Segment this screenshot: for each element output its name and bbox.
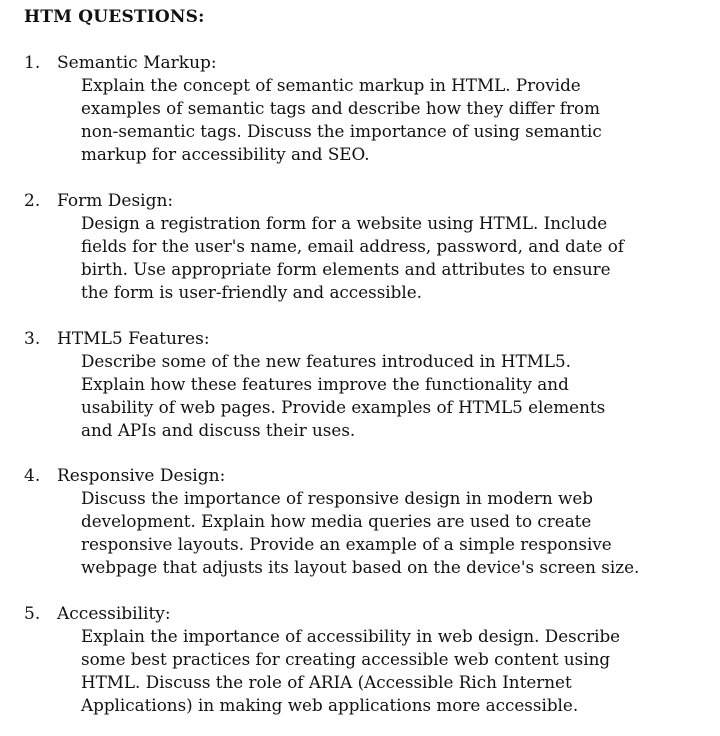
question-text-line: development. Explain how media queries are used to create: [81, 511, 592, 531]
question-title: Accessibility:: [57, 604, 171, 624]
question-heading: [24, 190, 714, 212]
question-body: [81, 74, 720, 166]
question-text-line: usability of web pages. Provide examples of HTML5 elements: [81, 397, 606, 417]
question-text-line: Explain how these features improve the functionality and: [81, 374, 569, 394]
document-title: HTM QUESTIONS:: [24, 7, 205, 27]
question-heading: [24, 52, 714, 74]
question-text-line: fields for the user's name, email address, password, and date of: [81, 236, 624, 256]
question-text-line: Explain the concept of semantic markup in HTML. Provide: [81, 75, 581, 95]
question-number: 2.: [24, 191, 41, 211]
question-text-line: birth. Use appropriate form elements and attributes to ensure: [81, 259, 611, 279]
question-title: Form Design:: [57, 191, 174, 211]
question-text-line: some best practices for creating accessible web content using: [81, 649, 611, 669]
question-text-line: HTML. Discuss the role of ARIA (Accessible Rich Internet: [81, 672, 572, 692]
question-body: [81, 350, 720, 442]
question-body: [81, 625, 720, 717]
question-text-line: markup for accessibility and SEO.: [81, 144, 370, 164]
question-text-line: Applications) in making web applications more accessible.: [81, 695, 579, 715]
question-item: [24, 190, 714, 304]
question-number: 5.: [24, 604, 41, 624]
question-text-line: Design a registration form for a website using HTML. Include: [81, 213, 608, 233]
question-title: Semantic Markup:: [57, 53, 217, 73]
question-text-line: examples of semantic tags and describe how they differ from: [81, 98, 600, 118]
question-number: 1.: [24, 53, 41, 73]
question-item: [24, 52, 714, 166]
question-text-line: Describe some of the new features introduced in HTML5.: [81, 351, 571, 371]
question-item: [24, 465, 714, 579]
question-heading: [24, 603, 714, 625]
question-text-line: Explain the importance of accessibility in web design. Describe: [81, 626, 621, 646]
question-number: 3.: [24, 329, 41, 349]
question-item: [24, 603, 714, 717]
question-text-line: responsive layouts. Provide an example of a simple responsive: [81, 534, 612, 554]
question-heading: [24, 328, 714, 350]
question-text-line: and APIs and discuss their uses.: [81, 420, 356, 440]
question-text-line: the form is user-friendly and accessible.: [81, 282, 422, 302]
question-text-line: non-semantic tags. Discuss the importance of using semantic: [81, 121, 602, 141]
question-text-line: Discuss the importance of responsive design in modern web: [81, 488, 593, 508]
question-text-line: webpage that adjusts its layout based on the device's screen size.: [81, 557, 640, 577]
question-title: Responsive Design:: [57, 466, 226, 486]
question-heading: [24, 465, 714, 487]
question-body: [81, 212, 720, 304]
question-item: [24, 328, 714, 442]
question-title: HTML5 Features:: [57, 329, 210, 349]
question-number: 4.: [24, 466, 41, 486]
question-body: [81, 487, 720, 579]
